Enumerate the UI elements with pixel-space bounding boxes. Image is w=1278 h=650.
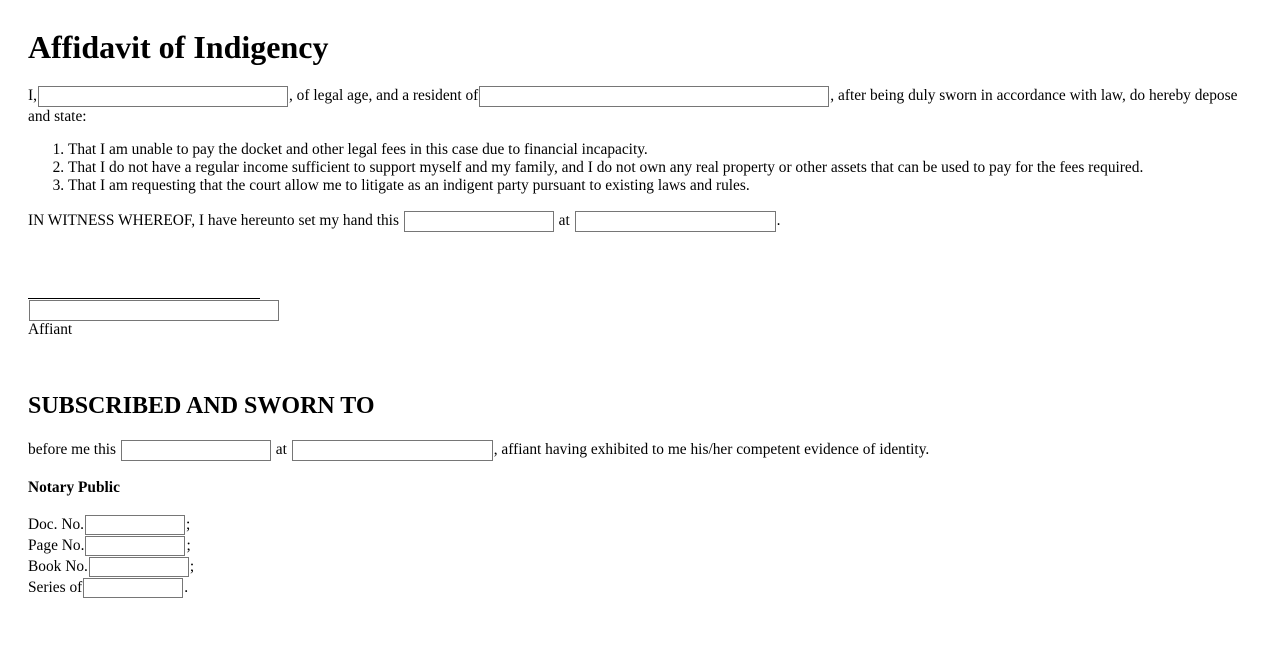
- affiant-name-input[interactable]: [38, 86, 288, 107]
- book-no-row: [28, 557, 194, 577]
- sworn-suffix: , affiant having exhibited to me his/her competent evidence of identity.: [493, 441, 930, 459]
- witness-date-input[interactable]: [404, 211, 554, 232]
- sworn-line: [28, 440, 929, 461]
- book-no-semicolon: ;: [189, 558, 195, 575]
- intro-prefix: I,: [28, 87, 37, 105]
- witness-place-input[interactable]: [575, 211, 776, 232]
- series-of-input[interactable]: [83, 578, 183, 598]
- doc-no-input[interactable]: [85, 515, 185, 535]
- page-no-semicolon: ;: [186, 537, 191, 554]
- doc-no-semicolon: ;: [186, 516, 191, 533]
- witness-end: .: [776, 212, 781, 230]
- page-no-label: Page No.: [28, 537, 85, 554]
- sworn-at: at: [275, 441, 287, 459]
- intro-paragraph: [28, 86, 1238, 127]
- book-no-input[interactable]: [89, 557, 189, 577]
- affiant-label: Affiant: [28, 321, 73, 338]
- sworn-heading: SUBSCRIBED AND SWORN TO: [28, 393, 375, 419]
- witness-prefix: IN WITNESS WHEREOF, I have hereunto set my hand this: [28, 212, 399, 230]
- list-item: 2. That I do not have a regular income sufficient to support myself and my family, and I do not own any real property or other assets that can be used to pay for the fees required.: [68, 159, 1248, 177]
- intro-suffix: , after being duly sworn in accordance with law, do hereby depose and state:: [28, 87, 1238, 125]
- witness-line: [28, 211, 780, 232]
- list-item: 1. That I am unable to pay the docket and other legal fees in this case due to financial incapacity.: [68, 141, 1248, 159]
- affiant-signature-input[interactable]: [29, 300, 279, 321]
- statement-list: [28, 141, 1248, 195]
- notary-public-label: Notary Public: [28, 479, 120, 496]
- series-of-row: [28, 578, 188, 598]
- doc-no-label: Doc. No.: [28, 516, 84, 533]
- doc-no-row: [28, 515, 190, 535]
- list-item: 3. That I am requesting that the court allow me to litigate as an indigent party pursuant to existing laws and rules.: [68, 177, 1248, 195]
- page-no-row: [28, 536, 191, 556]
- intro-mid: , of legal age, and a resident of: [288, 87, 479, 105]
- residence-input[interactable]: [479, 86, 829, 107]
- series-of-label: Series of: [28, 579, 83, 596]
- sworn-date-input[interactable]: [121, 440, 271, 461]
- series-of-period: .: [184, 579, 189, 596]
- page-no-input[interactable]: [85, 536, 185, 556]
- witness-at: at: [558, 212, 570, 230]
- page-title: Affidavit of Indigency: [28, 29, 329, 65]
- sworn-place-input[interactable]: [292, 440, 493, 461]
- book-no-label: Book No.: [28, 558, 88, 575]
- sworn-prefix: before me this: [28, 441, 117, 459]
- signature-line: [28, 298, 260, 299]
